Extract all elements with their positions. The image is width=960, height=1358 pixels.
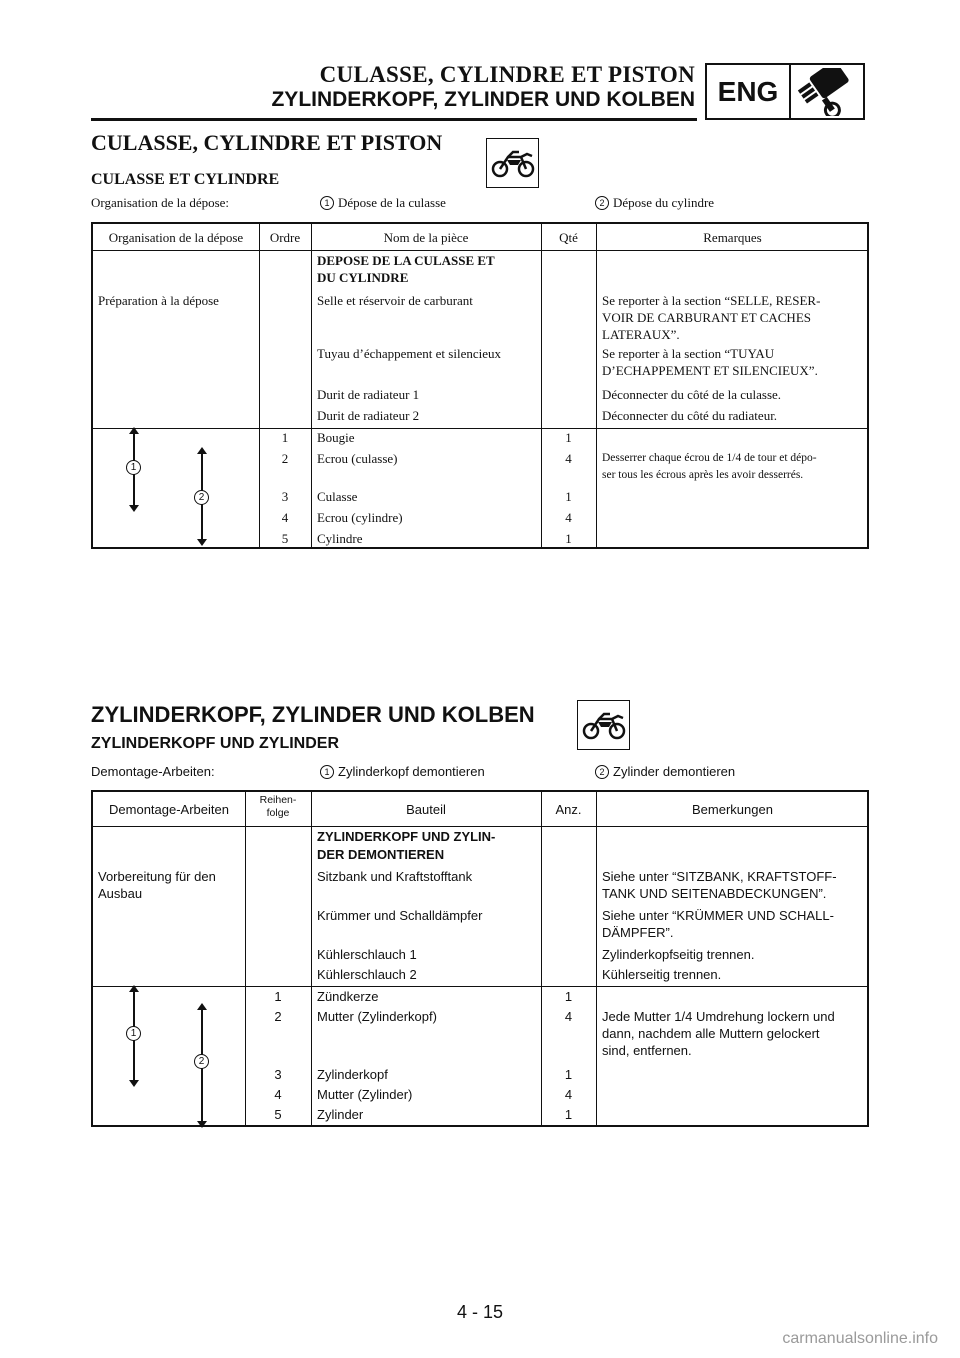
procedure-title: DU CYLINDRE xyxy=(317,270,409,285)
org-step-1: 1 Dépose de la culasse xyxy=(320,195,446,211)
step-order: 5 xyxy=(281,531,289,546)
step-remark: dann, nachdem alle Muttern gelockert xyxy=(602,1026,820,1041)
step-remark: ser tous les écrous après les avoir desserrés. xyxy=(602,469,804,481)
prep-part: Durit de radiateur 1 xyxy=(317,387,420,402)
step-order: 3 xyxy=(274,1067,282,1082)
col-header: Qté xyxy=(559,230,578,245)
section-title-fr: CULASSE, CYLINDRE ET PISTON xyxy=(91,130,443,155)
org-step-2: 2 Zylinder demontieren xyxy=(595,764,735,779)
prep-label: Préparation à la dépose xyxy=(98,293,219,308)
step-part: Ecrou (culasse) xyxy=(317,451,398,466)
step-order: 1 xyxy=(274,989,282,1004)
col-header: Anz. xyxy=(555,802,582,817)
procedure-title: ZYLINDERKOPF UND ZYLIN- xyxy=(317,829,496,844)
step-qty: 4 xyxy=(565,510,572,525)
col-header: Ordre xyxy=(269,230,301,245)
step-qty: 4 xyxy=(564,1087,573,1102)
step-part: Zylinderkopf xyxy=(317,1067,388,1082)
step-qty: 1 xyxy=(565,531,572,546)
section-title-de: ZYLINDERKOPF, ZYLINDER UND KOLBEN xyxy=(91,702,535,727)
section-badge xyxy=(705,63,865,120)
prep-remark: Se reporter à la section “SELLE, RESER- xyxy=(602,293,821,308)
step-qty: 1 xyxy=(565,430,572,445)
step-part: Mutter (Zylinder) xyxy=(317,1087,413,1102)
step-order: 4 xyxy=(274,1087,282,1102)
prep-remark: Kühlerseitig trennen. xyxy=(602,967,722,982)
col-header: Remarques xyxy=(703,230,762,245)
prep-remark: VOIR DE CARBURANT ET CACHES xyxy=(602,310,811,325)
eng-label: ENG xyxy=(707,65,791,118)
step-remark: sind, entfernen. xyxy=(602,1043,692,1058)
prep-remark: Zylinderkopfseitig trennen. xyxy=(602,947,755,962)
col-header: Nom de la pièce xyxy=(383,230,469,245)
subsection-title-de: ZYLINDERKOPF UND ZYLINDER xyxy=(91,735,339,752)
step-remark: Jede Mutter 1/4 Umdrehung lockern und xyxy=(602,1009,835,1024)
prep-remark: TANK UND SEITENABDECKUNGEN”. xyxy=(602,886,827,901)
procedure-title: DER DEMONTIEREN xyxy=(317,847,445,862)
step-qty: 4 xyxy=(564,1009,573,1024)
step-order: 2 xyxy=(281,451,289,466)
org-label: Organisation de la dépose: xyxy=(91,195,230,210)
step-part: Culasse xyxy=(317,489,358,504)
marker-1: 1 xyxy=(126,1026,141,1041)
prep-part: Kühlerschlauch 1 xyxy=(317,947,417,962)
prep-remark: D’ECHAPPEMENT ET SILENCIEUX”. xyxy=(602,363,818,378)
col-header: Reihen- xyxy=(259,794,297,806)
step-order: 3 xyxy=(281,489,289,504)
page-number: 4 - 15 xyxy=(456,1302,504,1322)
step-qty: 4 xyxy=(565,451,572,466)
marker-2: 2 xyxy=(194,1054,209,1069)
motorcycle-icon xyxy=(577,700,630,750)
removal-table-fr xyxy=(91,222,869,549)
prep-part: Durit de radiateur 2 xyxy=(317,408,420,423)
prep-remark: Siehe unter “KRÜMMER UND SCHALL- xyxy=(602,908,834,923)
prep-remark: DÄMPFER”. xyxy=(602,925,674,940)
col-header: Organisation de la dépose xyxy=(108,230,244,245)
step-qty: 1 xyxy=(565,489,572,504)
step-order: 4 xyxy=(281,510,289,525)
removal-table-de xyxy=(91,790,869,1127)
col-header: folge xyxy=(266,807,290,819)
step-order: 1 xyxy=(281,430,289,445)
step-part: Zündkerze xyxy=(317,989,379,1004)
step-order: 2 xyxy=(274,1009,282,1024)
watermark: carmanualsonline.info xyxy=(782,1330,938,1347)
header-title-de: ZYLINDERKOPF, ZYLINDER UND KOLBEN xyxy=(271,88,695,111)
prep-remark: LATERAUX”. xyxy=(602,327,680,342)
procedure-title: DEPOSE DE LA CULASSE ET xyxy=(317,253,495,268)
prep-remark: Déconnecter du côté de la culasse. xyxy=(602,387,782,402)
prep-part: Kühlerschlauch 2 xyxy=(317,967,417,982)
step-qty: 1 xyxy=(564,1107,573,1122)
subsection-title-fr: CULASSE ET CYLINDRE xyxy=(91,171,280,188)
prep-label: Ausbau xyxy=(98,886,143,901)
prep-remark: Siehe unter “SITZBANK, KRAFTSTOFF- xyxy=(602,869,837,884)
motorcycle-icon xyxy=(486,138,539,188)
prep-part: Sitzbank und Kraftstofftank xyxy=(317,869,473,884)
prep-label: Vorbereitung für den xyxy=(98,869,216,884)
step-part: Cylindre xyxy=(317,531,363,546)
prep-part: Tuyau d’échappement et silencieux xyxy=(317,346,501,361)
col-header: Bauteil xyxy=(406,802,446,817)
prep-remark: Se reporter à la section “TUYAU xyxy=(602,346,775,361)
step-order: 5 xyxy=(274,1107,282,1122)
step-qty: 1 xyxy=(564,989,573,1004)
col-header: Bemerkungen xyxy=(692,802,773,817)
header-rule xyxy=(91,118,697,121)
org-label: Demontage-Arbeiten: xyxy=(91,764,215,779)
org-step-1: 1 Zylinderkopf demontieren xyxy=(320,764,485,779)
col-header: Demontage-Arbeiten xyxy=(109,802,229,817)
step-remark: Desserrer chaque écrou de 1/4 de tour et dépo- xyxy=(602,452,817,464)
prep-part: Selle et réservoir de carburant xyxy=(317,293,473,308)
step-part: Zylinder xyxy=(317,1107,364,1122)
prep-remark: Déconnecter du côté du radiateur. xyxy=(602,408,778,423)
marker-1: 1 xyxy=(126,460,141,475)
header-title-fr: CULASSE, CYLINDRE ET PISTON xyxy=(319,62,695,87)
org-step-2: 2 Dépose du cylindre xyxy=(595,195,714,211)
step-part: Bougie xyxy=(317,430,355,445)
marker-2: 2 xyxy=(194,490,209,505)
step-qty: 1 xyxy=(564,1067,573,1082)
step-part: Mutter (Zylinderkopf) xyxy=(317,1009,437,1024)
step-part: Ecrou (cylindre) xyxy=(317,510,403,525)
prep-part: Krümmer und Schalldämpfer xyxy=(317,908,483,923)
engine-piston-icon xyxy=(791,65,863,118)
